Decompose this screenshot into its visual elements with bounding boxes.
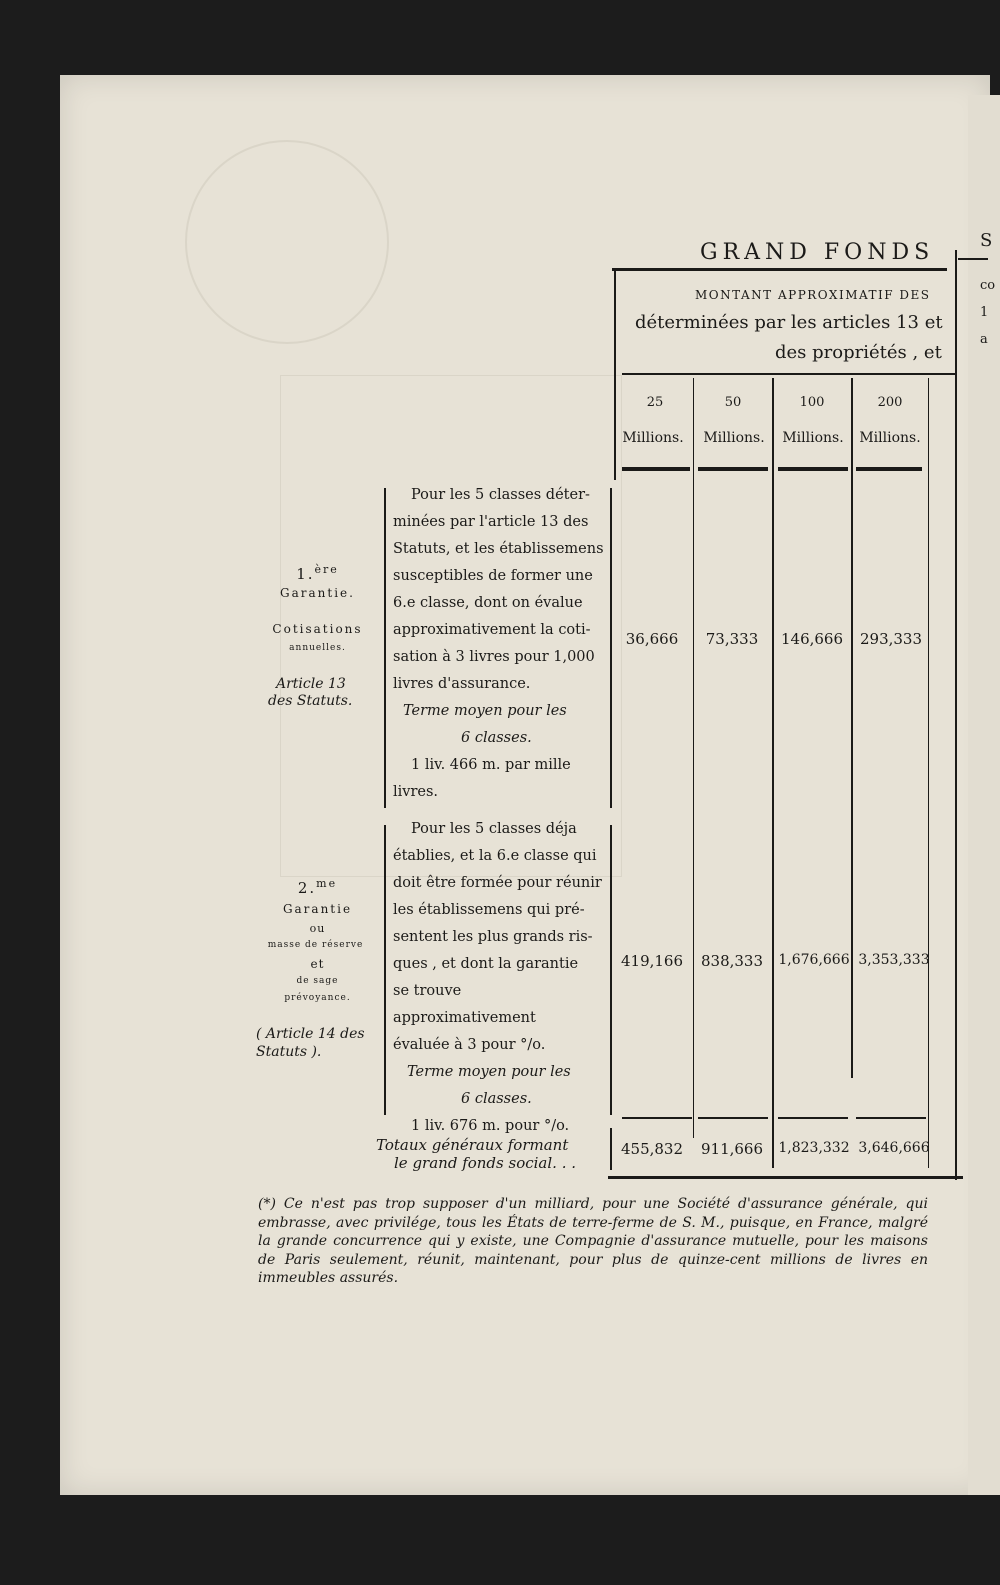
col-head-rule-2 — [698, 467, 768, 471]
guarantee-2-left-brace — [384, 825, 386, 1115]
guarantee-2-value: 419,166 — [620, 952, 684, 970]
guarantee-2-description — [393, 816, 608, 1140]
guarantee-1-ref: des Statuts. — [268, 693, 353, 709]
guarantee-1-description — [393, 482, 608, 806]
totals-label: Totaux généraux formant — [376, 1136, 569, 1154]
desc-line: Pour les 5 classes déja — [411, 821, 577, 837]
title-rule — [612, 268, 947, 271]
column-unit: Millions. — [782, 430, 844, 446]
desc-line: sentent les plus grands ris- — [393, 929, 593, 945]
guarantee-2-right-brace — [610, 825, 612, 1115]
guarantee-2-title: prévoyance. — [284, 993, 351, 1003]
guarantee-2-value: 3,353,333 — [858, 952, 930, 968]
next-page-col-2: 1 — [980, 305, 989, 320]
col-rule-3 — [851, 378, 853, 1078]
next-page-title: S — [980, 230, 993, 251]
guarantee-1-value: 293,333 — [859, 630, 923, 648]
guarantee-1-number: 1.$^{ère}$ — [296, 563, 339, 583]
guarantee-2-ou: ou — [309, 922, 326, 935]
col-head-rule-3 — [778, 467, 848, 471]
desc-line: évaluée à 3 pour °/o. — [393, 1037, 546, 1053]
total-rule-3 — [778, 1117, 848, 1119]
rate-line: 1 liv. 676 m. pour °/o. — [411, 1118, 570, 1134]
header-line-1: déterminées par les articles 13 et — [635, 312, 943, 333]
header-bottom-rule — [622, 373, 957, 375]
desc-line: minées par l'article 13 des — [393, 514, 589, 530]
terme-line: 6 classes. — [461, 730, 532, 746]
next-page-col-1: co — [980, 278, 996, 293]
guarantee-2-et: et — [310, 957, 325, 971]
table-bottom-rule — [608, 1176, 963, 1179]
next-title-rule — [958, 258, 988, 260]
table-right-rule — [955, 250, 957, 1180]
totals-value: 1,823,332 — [778, 1140, 850, 1156]
guarantee-1-title: Cotisations — [272, 622, 363, 636]
totals-label: le grand fonds social. . . — [394, 1154, 577, 1172]
guarantee-2-title: de sage — [296, 976, 339, 986]
column-unit: Millions. — [859, 430, 921, 446]
desc-line: sation à 3 livres pour 1,000 — [393, 649, 595, 665]
terme-line: 6 classes. — [461, 1091, 532, 1107]
column-unit: Millions. — [622, 430, 684, 446]
total-rule-2 — [698, 1117, 768, 1119]
column-amount: 25 — [646, 395, 664, 410]
guarantee-2-name: Garantie — [282, 902, 353, 916]
col-rule-1 — [693, 378, 694, 1138]
desc-line: les établissemens qui pré- — [393, 902, 585, 918]
column-amount: 100 — [799, 395, 825, 410]
embossed-seal-icon — [185, 140, 389, 344]
totals-value: 455,832 — [620, 1140, 684, 1158]
desc-line: se trouve approximativement — [393, 983, 536, 1026]
desc-line: livres d'assurance. — [393, 676, 531, 692]
col-head-rule-4 — [856, 467, 922, 471]
desc-line: Statuts, et les établissemens — [393, 541, 604, 557]
col-rule-2 — [772, 378, 774, 1168]
footnote: (*) Ce n'est pas trop supposer d'un milliard, pour une Société d'assurance générale, qui embrasse, avec privilége, tous les États de terre-ferme de S. M., puisque, en France, malgré la grande concurrence qui y existe, une Compagnie d'assurance mutuelle, pour les maisons de Paris seulement, réunit, maintenant, pour plus de quinze-cent millions de livres en immeubles assurés. — [258, 1196, 928, 1286]
guarantee-2-value: 1,676,666 — [778, 952, 850, 968]
column-amount: 200 — [877, 395, 903, 410]
desc-line: ques , et dont la garantie — [393, 956, 579, 972]
totals-value: 911,666 — [700, 1140, 764, 1158]
guarantee-1-name: Garantie. — [280, 586, 355, 600]
header-line-2: des propriétés , et — [775, 342, 942, 363]
guarantee-2-ref: ( Article 14 des — [256, 1026, 365, 1042]
column-amount: 50 — [724, 395, 742, 410]
table-title: GRAND FONDS — [700, 240, 935, 265]
desc-line: Pour les 5 classes déter- — [411, 487, 590, 503]
rate-line: livres. — [393, 784, 439, 800]
desc-line: doit être formée pour réunir — [393, 875, 602, 891]
header-small-caps: MONTANT APPROXIMATIF DES — [695, 288, 931, 302]
guarantee-1-value: 36,666 — [625, 630, 679, 648]
guarantee-2-number: 2.$^{me}$ — [297, 877, 338, 897]
desc-line: établies, et la 6.e classe qui — [393, 848, 597, 864]
total-rule-1 — [622, 1117, 692, 1119]
terme-line: Terme moyen pour les — [407, 1064, 571, 1080]
guarantee-1-value: 73,333 — [705, 630, 759, 648]
total-rule-4 — [856, 1117, 926, 1119]
col-head-rule-1 — [622, 467, 690, 471]
totals-value: 3,646,666 — [858, 1140, 930, 1156]
guarantee-2-title: masse de réserve — [267, 940, 364, 950]
desc-line: susceptibles de former une — [393, 568, 593, 584]
guarantee-1-right-brace — [610, 488, 612, 808]
guarantee-2-value: 838,333 — [700, 952, 764, 970]
rate-line: 1 liv. 466 m. par mille — [411, 757, 571, 773]
next-page-col-3: a — [980, 332, 988, 347]
guarantee-1-left-brace — [384, 488, 386, 808]
guarantee-1-subtitle: annuelles. — [289, 643, 346, 653]
header-left-rule — [614, 270, 616, 480]
terme-line: Terme moyen pour les — [403, 703, 567, 719]
col-rule-4 — [928, 378, 929, 1168]
guarantee-1-ref: Article 13 — [276, 676, 346, 692]
column-unit: Millions. — [703, 430, 765, 446]
guarantee-1-value: 146,666 — [780, 630, 844, 648]
desc-line: 6.e classe, dont on évalue — [393, 595, 583, 611]
desc-line: approximativement la coti- — [393, 622, 591, 638]
guarantee-2-ref: Statuts ). — [256, 1044, 322, 1060]
